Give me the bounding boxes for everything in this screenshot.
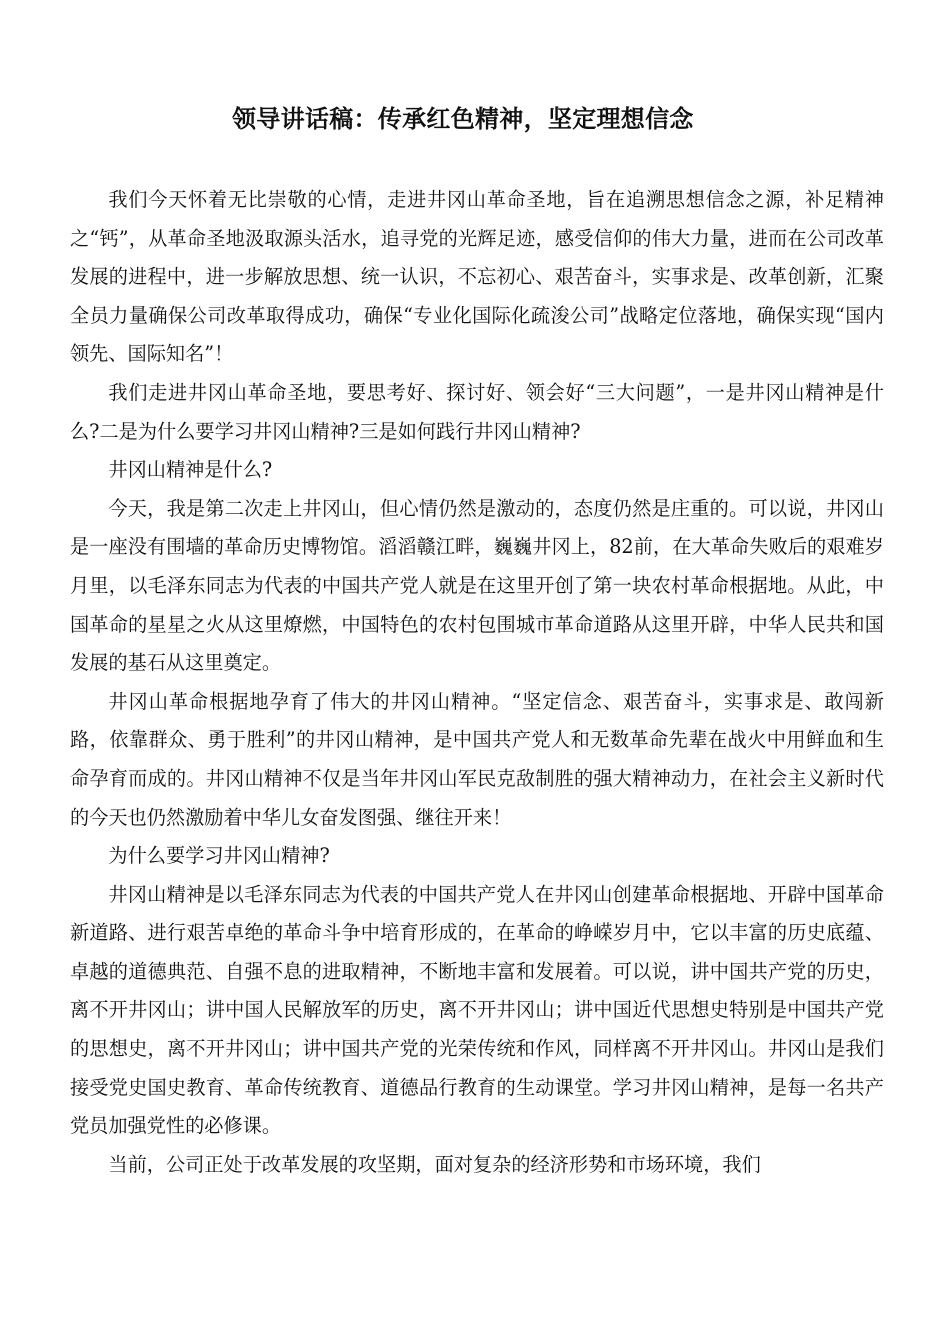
paragraph-7: 井冈山精神是以毛泽东同志为代表的中国共产党人在井冈山创建革命根据地、开辟中国革命新道路、进行艰苦卓绝的革命斗争中培育形成的，在革命的峥嵘岁月中，它以丰富的历史底蕴、卓越的道德典范、自强不息的进取精神，不断地丰富和发展着。可以说，讲中国共产党的历史，离不开井冈山；讲中国人民解放军的历史，离不开井冈山；讲中国近代思想史特别是中国共产党的思想史，离不开井冈山；讲中国共产党的光荣传统和作风，同样离不开井冈山。井冈山是我们接受党史国史教育、革命传统教育、道德品行教育的生动课堂。学习井冈山精神，是每一名共产党员加强党性的必修课。 xyxy=(70,882,884,1138)
paragraph-4: 今天，我是第二次走上井冈山，但心情仍然是激动的，态度仍然是庄重的。可以说，井冈山是一座没有围墙的革命历史博物馆。滔滔赣江畔，巍巍井冈上，82前，在大革命失败后的艰难岁月里，以毛泽东同志为代表的中国共产党人就是在这里开创了第一块农村革命根据地。从此，中国革命的星星之火从这里燎燃，中国特色的农村包围城市革命道路从这里开辟，中华人民共和国发展的基石从这里奠定。 xyxy=(70,496,884,675)
section-heading-why: 为什么要学习井冈山精神? xyxy=(108,844,330,868)
paragraph-1: 我们今天怀着无比崇敬的心情，走进井冈山革命圣地，旨在追溯思想信念之源，补足精神之“钙”，从革命圣地汲取源头活水，追寻党的光辉足迹，感受信仰的伟大力量，进而在公司改革发展的进程中，进一步解放思想、统一认识，不忘初心、艰苦奋斗，实事求是、改革创新，汇聚全员力量确保公司改革取得成功，确保“专业化国际化疏浚公司”战略定位落地，确保实现“国内领先、国际知名”！ xyxy=(70,188,884,366)
section-heading-what: 井冈山精神是什么? xyxy=(108,458,273,482)
document-title: 领导讲话稿：传承红色精神，坚定理想信念 xyxy=(232,104,694,133)
paragraph-5: 井冈山革命根据地孕育了伟大的井冈山精神。“坚定信念、艰苦奋斗，实事求是、敢闯新路，依靠群众、勇于胜利”的井冈山精神，是中国共产党人和无数革命先辈在战火中用鲜血和生命孕育而成的。井冈山精神不仅是当年井冈山军民克敌制胜的强大精神动力，在社会主义新时代的今天也仍然激励着中华儿女奋发图强、继往开来！ xyxy=(70,689,884,829)
paragraph-8: 当前，公司正处于改革发展的攻坚期，面对复杂的经济形势和市场环境，我们 xyxy=(108,1152,761,1176)
document-body xyxy=(70,181,884,1184)
paragraph-2: 我们走进井冈山革命圣地，要思考好、探讨好、领会好“三大问题”，一是井冈山精神是什么?二是为什么要学习井冈山精神?三是如何践行井冈山精神? xyxy=(70,380,884,443)
